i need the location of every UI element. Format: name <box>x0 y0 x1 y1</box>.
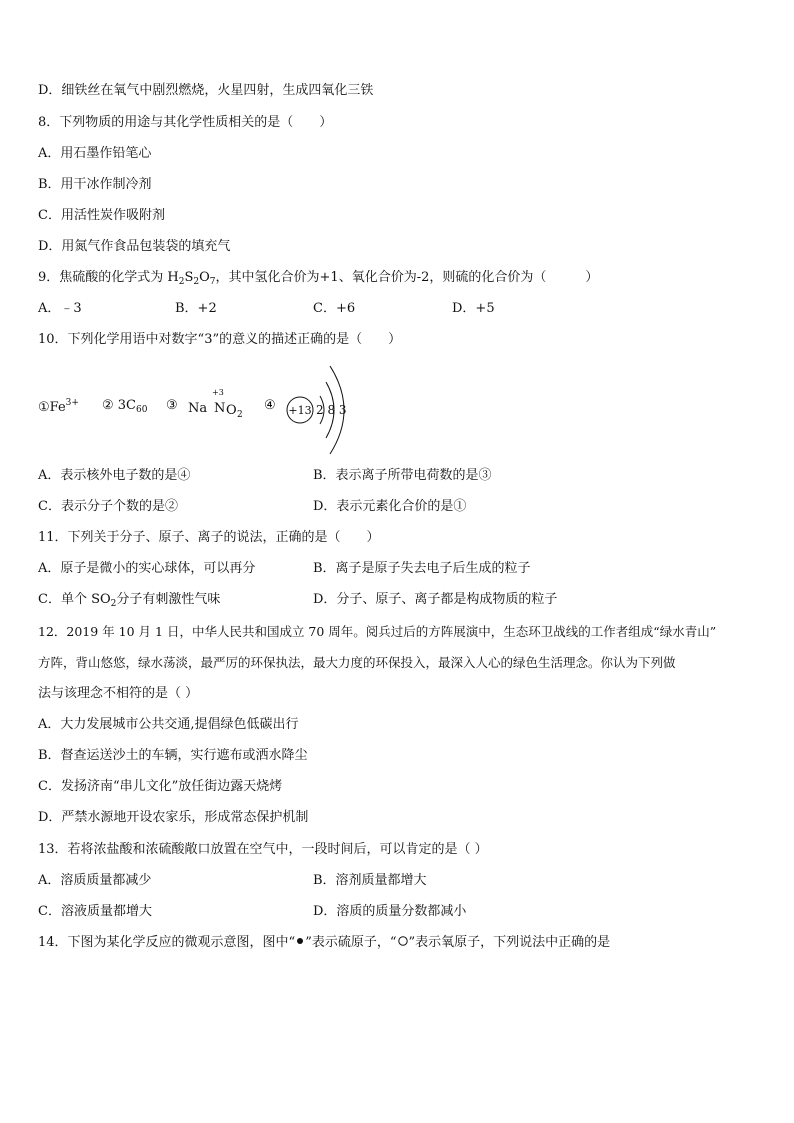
q12-option-b: B．督查运送沙土的车辆，实行遮布或洒水降尘 <box>38 748 308 763</box>
q9-option-c: C．+6 <box>313 301 356 316</box>
q12-option-a: A．大力发展城市公共交通,提倡绿色低碳出行 <box>38 717 299 732</box>
q9-option-a: A．﹣3 <box>38 301 82 316</box>
q9-text-pre: 9．焦硫酸的化学式为 H <box>38 270 179 285</box>
q9-sub-o: 7 <box>209 277 216 287</box>
q12-stem-line-2: 方阵，背山悠悠，绿水荡淡，最严厉的环保执法，最大力度的环保投入，最深入人心的绿色生活理念。你认为下列做 <box>38 655 676 670</box>
q11-stem: 11．下列关于分子、原子、离子的说法，正确的是（ ） <box>38 530 380 545</box>
formula-3-label: ③ <box>166 398 178 413</box>
aluminum-atom-diagram <box>282 360 372 460</box>
formula-2-sub: 60 <box>136 405 148 415</box>
formula-3-valence: +3 <box>212 388 224 397</box>
q7-option-d: D．细铁丝在氧气中剧烈燃烧，火星四射，生成四氧化三铁 <box>38 83 374 98</box>
q10-option-c: C．表示分子个数的是② <box>38 499 178 514</box>
q13-option-b: B．溶剂质量都增大 <box>313 873 427 888</box>
formula-3-o: O <box>226 403 237 418</box>
formula-3-na: Na <box>188 401 208 416</box>
q12-option-c: C．发扬济南“串儿文化”放任街边露天烧烤 <box>38 779 283 794</box>
formula-3 <box>188 388 258 428</box>
formula-2-label: ② 3C <box>102 398 137 413</box>
q11-option-a: A．原子是微小的实心球体，可以再分 <box>38 561 256 576</box>
q10-formula-row <box>38 360 438 460</box>
q14-text-mid: ”表示硫原子，“ <box>305 935 397 950</box>
q11-option-b: B．离子是原子失去电子后生成的粒子 <box>313 561 531 576</box>
q10-option-b: B．表示离子所带电荷数的是③ <box>313 468 492 483</box>
sulfur-atom-icon <box>295 935 305 947</box>
formula-1-label: ①Fe <box>38 400 66 415</box>
q11-option-c <box>38 591 220 613</box>
q10-option-d: D．表示元素化合价的是① <box>313 499 467 514</box>
formula-4-label: ④ <box>264 398 276 413</box>
q9-text-post: ，其中氢化合价为+1、氧化合价为-2，则硫的化合价为（ ） <box>215 270 599 285</box>
q13-option-d: D．溶质的质量分数都减小 <box>313 904 467 919</box>
q13-stem: 13．若将浓盐酸和浓硫酸敞口放置在空气中，一段时间后，可以肯定的是（ ） <box>38 842 488 857</box>
q11-option-c-post: 分子有刺激性气味 <box>116 592 221 607</box>
q9-text-s: S <box>184 270 194 285</box>
oxygen-atom-icon <box>397 935 409 947</box>
q11-option-c-pre: C．单个 SO <box>38 592 111 607</box>
formula-3-n: N <box>214 401 226 416</box>
q8-option-a: A．用石墨作铅笔心 <box>38 146 152 161</box>
formula-1 <box>38 398 79 415</box>
q10-option-a: A．表示核外电子数的是④ <box>38 468 191 483</box>
q11-option-d: D．分子、原子、离子都是构成物质的粒子 <box>313 592 558 607</box>
atom-nucleus-charge: +13 <box>288 404 312 417</box>
q9-sub-h: 2 <box>178 277 185 287</box>
q14-text-pre: 14．下图为某化学反应的微观示意图，图中“ <box>38 935 296 950</box>
q12-option-d: D．严禁水源地开设农家乐，形成常态保护机制 <box>38 810 309 825</box>
q14-stem <box>38 934 610 952</box>
q8-option-c: C．用活性炭作吸附剂 <box>38 208 165 223</box>
formula-3-sub: 2 <box>237 410 243 420</box>
q12-stem-line-3: 法与该理念不相符的是（ ） <box>38 686 199 701</box>
q9-option-b: B．+2 <box>175 301 217 316</box>
q9-sub-s: 2 <box>193 277 200 287</box>
q10-stem: 10．下列化学用语中对数字“3”的意义的描述正确的是（ ） <box>38 332 402 347</box>
q8-option-d: D．用氮气作食品包装袋的填充气 <box>38 239 231 254</box>
q9-option-d: D．+5 <box>452 301 495 316</box>
atom-shell-electrons: 2 8 3 <box>316 403 347 417</box>
q8-stem: 8．下列物质的用途与其化学性质相关的是（ ） <box>38 115 333 130</box>
formula-1-charge: 3+ <box>65 398 79 408</box>
q8-option-b: B．用干冰作制冷剂 <box>38 177 152 192</box>
q9-text-o: O <box>199 270 210 285</box>
q13-option-c: C．溶液质量都增大 <box>38 904 152 919</box>
q9-stem <box>38 269 598 291</box>
formula-2 <box>102 398 147 415</box>
q12-stem-line-1: 12．2019 年 10 月 1 日，中华人民共和国成立 70 周年。阅兵过后的方阵展演中，生态环卫战线的工作者组成“绿水青山” <box>38 624 717 639</box>
q14-text-post: ”表示氧原子，下列说法中正确的是 <box>408 935 611 950</box>
q13-option-a: A．溶质质量都减少 <box>38 873 152 888</box>
q11-option-c-sub: 2 <box>110 599 117 609</box>
